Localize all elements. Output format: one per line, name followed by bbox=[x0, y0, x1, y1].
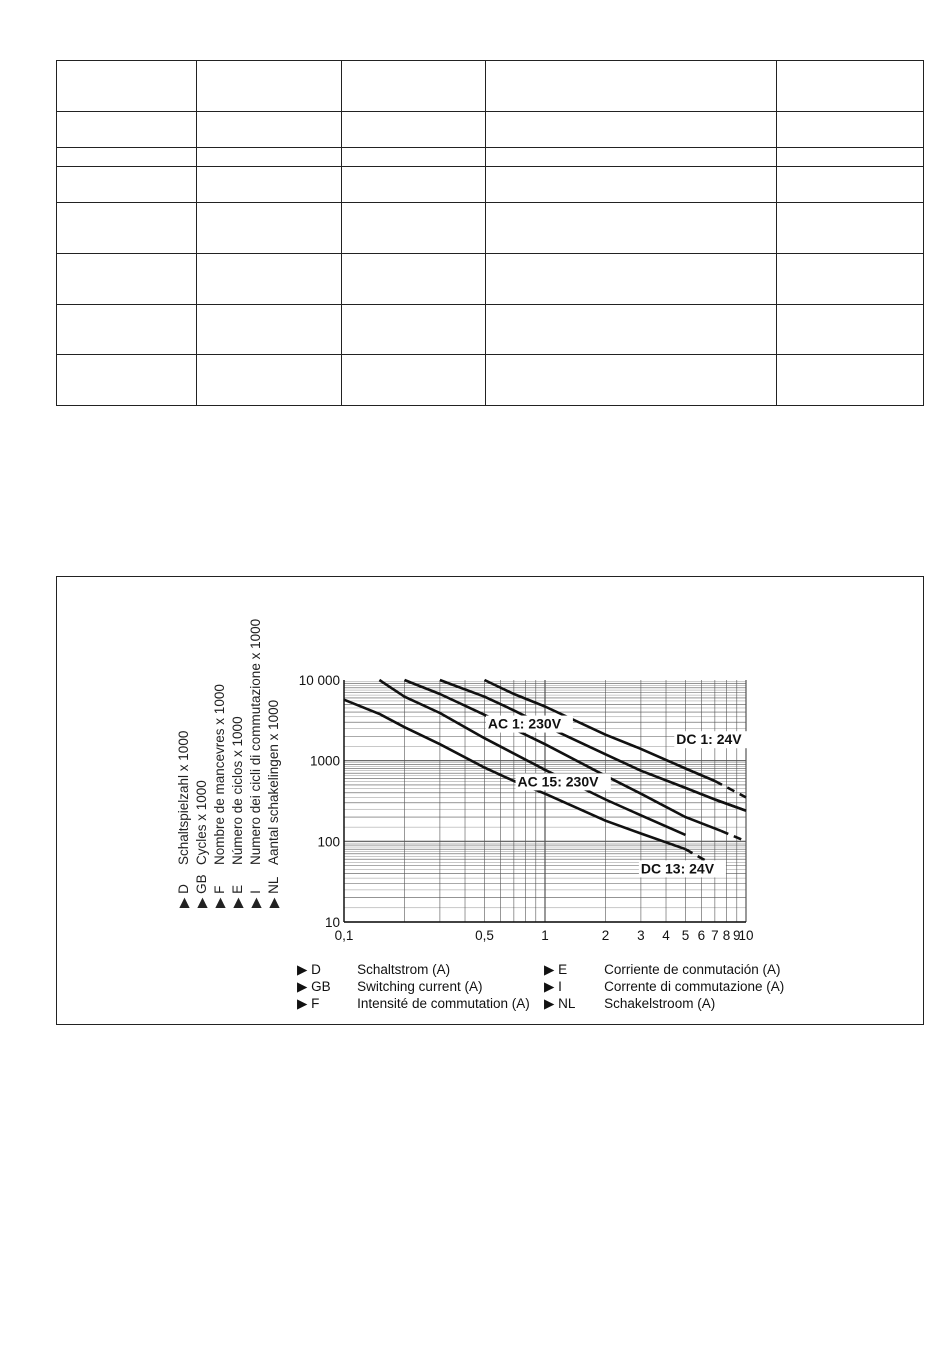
table-row bbox=[57, 355, 924, 406]
y-axis-label: ▶ NL bbox=[266, 876, 281, 908]
table-row bbox=[57, 148, 924, 167]
chart-figure bbox=[56, 576, 924, 1025]
curve-label: AC 1: 230V bbox=[487, 715, 562, 732]
x-tick-label: 10 bbox=[738, 928, 754, 943]
x-tick-label: 3 bbox=[637, 928, 645, 943]
y-tick-label: 100 bbox=[317, 834, 340, 850]
series-line-dashed bbox=[715, 781, 746, 797]
y-axis-label: ▶ D bbox=[176, 884, 191, 908]
y-axis-label: ▶ F bbox=[212, 885, 227, 908]
y-tick-label: 1000 bbox=[309, 753, 340, 769]
y-axis-label-text: Nombre de mancevres x 1000 bbox=[212, 684, 227, 865]
x-axis-legend-left bbox=[297, 961, 530, 1012]
y-axis-label-text: Aantal schakelingen x 1000 bbox=[266, 699, 281, 865]
x-legend-row: ▶ GB Switching current (A) bbox=[297, 979, 483, 994]
x-axis-legend-right bbox=[544, 961, 784, 1012]
y-axis-label-text: Cycles x 1000 bbox=[194, 780, 209, 865]
curve-label: DC 1: 24V bbox=[676, 731, 742, 748]
x-tick-label: 1 bbox=[541, 928, 549, 943]
x-tick-label: 4 bbox=[662, 928, 670, 943]
x-tick-label: 5 bbox=[681, 928, 690, 943]
series-line bbox=[405, 680, 721, 831]
table-row bbox=[57, 61, 924, 112]
y-tick-label: 10 bbox=[324, 915, 340, 930]
series-line-dashed bbox=[721, 831, 746, 842]
x-tick-label: 6 bbox=[697, 928, 706, 943]
y-axis-label-text: Número de ciclos x 1000 bbox=[230, 716, 245, 865]
switching-cycles-chart bbox=[57, 577, 923, 1024]
y-axis-label: ▶ GB bbox=[194, 874, 209, 908]
y-axis-label: ▶ I bbox=[248, 890, 263, 908]
x-tick-label: 2 bbox=[601, 928, 610, 943]
table-row bbox=[57, 305, 924, 355]
x-legend-row: ▶ NL Schakelstroom (A) bbox=[544, 996, 716, 1011]
x-legend-row: ▶ F Intensité de commutation (A) bbox=[297, 996, 530, 1011]
series-line bbox=[379, 680, 685, 835]
table-row bbox=[57, 203, 924, 254]
x-legend-row: ▶ I Corrente di commutazione (A) bbox=[544, 979, 785, 994]
x-tick-label: 0,5 bbox=[475, 928, 494, 943]
table-row bbox=[57, 167, 924, 203]
x-tick-label: 7 bbox=[711, 928, 719, 943]
y-axis-label-text: Schaltspielzahl x 1000 bbox=[176, 730, 191, 865]
x-tick-label: 0,1 bbox=[334, 928, 354, 943]
curve-label: DC 13: 24V bbox=[640, 860, 715, 877]
y-axis-label: ▶ E bbox=[230, 884, 245, 908]
y-tick-label: 10 000 bbox=[298, 673, 340, 688]
x-legend-row: ▶ D Schaltstrom (A) bbox=[297, 962, 451, 977]
x-legend-row: ▶ E Corriente de conmutación (A) bbox=[544, 962, 781, 977]
table-row bbox=[57, 254, 924, 305]
empty-data-table bbox=[56, 60, 924, 406]
y-axis-label-text: Numero dei cicli di commutazione x 1000 bbox=[248, 618, 263, 865]
x-tick-label: 9 bbox=[733, 928, 741, 943]
series-line bbox=[715, 800, 746, 811]
curve-label: AC 15: 230V bbox=[517, 773, 599, 790]
table-row bbox=[57, 112, 924, 148]
x-tick-label: 8 bbox=[722, 928, 731, 943]
